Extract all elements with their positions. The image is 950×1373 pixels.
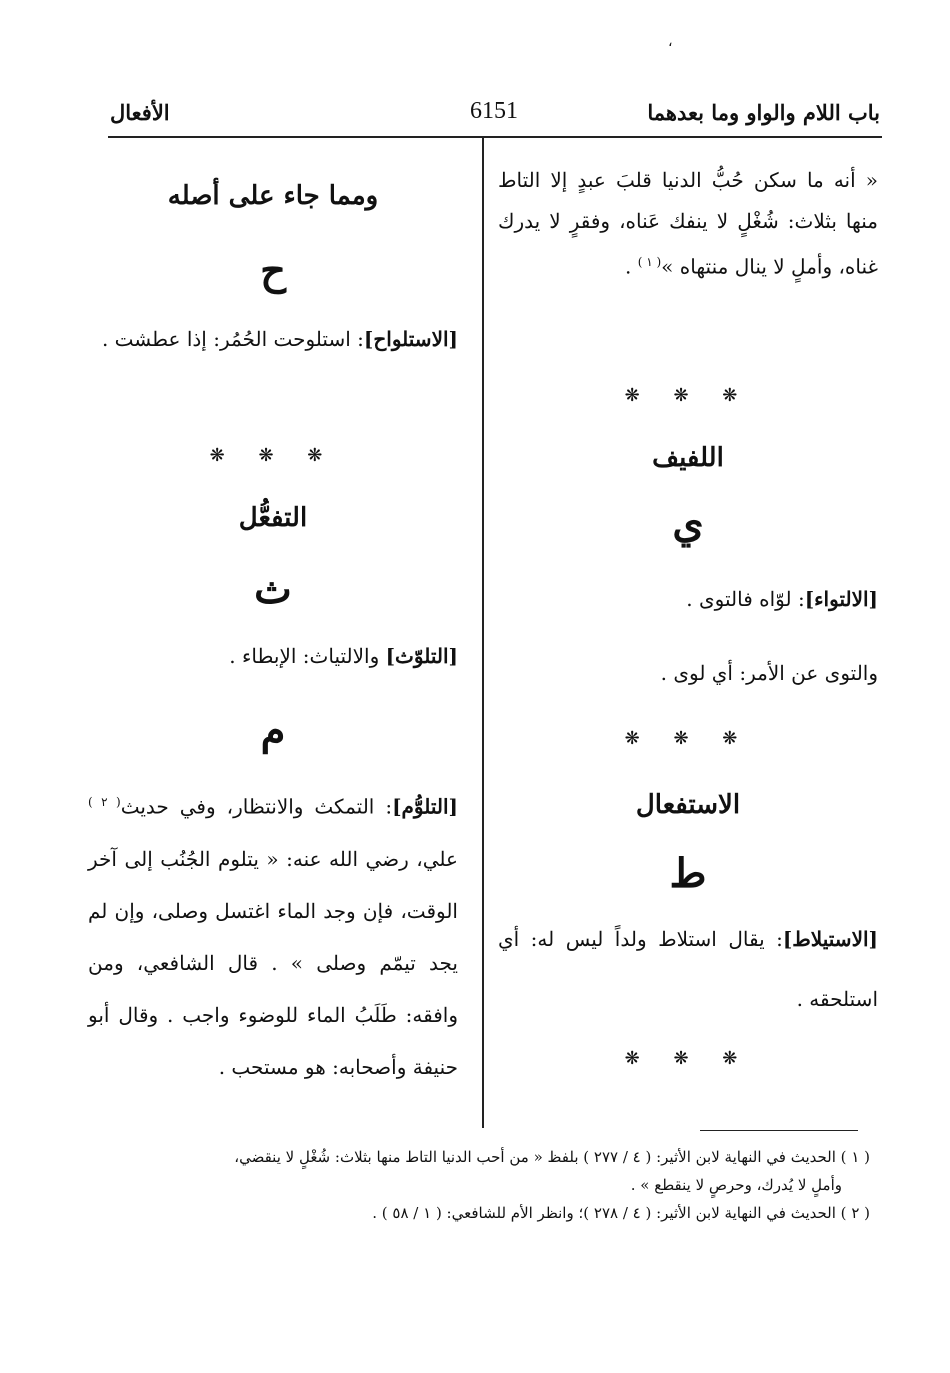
section-heading-lafif: اللفيف (652, 443, 724, 473)
entry-talawwum (88, 776, 458, 1093)
footnote-2: ( ٢ ) الحديث في النهاية لابن الأثير: ( ٤ / ٢٧٨ )؛ وانظر الأم للشافعي: ( ١ / ٥٨ ) . (372, 1204, 870, 1222)
entry-text: : يقال استلاط ولداً ليس له: أي استلحقه . (498, 927, 878, 1011)
running-head-left: الأفعال (110, 100, 170, 125)
left-column (88, 160, 458, 1093)
letter-heading-ta: ط (669, 850, 707, 897)
section-separator: ❋ ❋ ❋ (624, 728, 752, 749)
letter-heading-mim: م (260, 707, 286, 754)
entry-term: [التلوّث] (385, 644, 458, 668)
entry-iltiwa (498, 559, 878, 639)
entry-talawwuth (88, 626, 458, 686)
section-heading-tafaul: التفعُّل (238, 503, 308, 533)
entry-text-cont: علي، رضي الله عنه: « يتلوم الجُنُب إلى آخر الوقت، فإن وجد الماء اغتسل وصلى، وإن لم يجد تيمّم وصلى » . قال الشافعي، ومن وافقه: طَلَبُ الماء للوضوء واجب . وقال أبو حنيفة وأصحابه: هو مستحب . (88, 846, 458, 1079)
section-separator: ❋ ❋ ❋ (624, 385, 752, 406)
running-head-right: باب اللام والواو وما بعدهما (647, 100, 880, 125)
footnote-ref-1: ( ١ ) (637, 255, 662, 269)
entry-term: [الاستلواح] (363, 327, 458, 351)
letter-heading-tha: ث (254, 566, 292, 613)
entry-text: والالتياث: الإبطاء . (229, 644, 386, 668)
entry-iltawa: والتوى عن الأمر: أي لوى . (660, 661, 878, 685)
quote-end: . (625, 254, 638, 279)
letter-heading-ya: ي (672, 500, 704, 547)
footnote-1-line-2: وأملٍ لا يُدرك، وحرصٍ لا ينقطع » . (630, 1176, 842, 1194)
footnote-ref-2: ( ٢ ) (88, 795, 121, 809)
footnote-rule (700, 1130, 858, 1131)
section-separator: ❋ ❋ ❋ (209, 445, 337, 466)
quote-text: « أنه ما سكن حُبُّ الدنيا قلبَ عبدٍ إلا التاط منها بثلاث: شُغْلٍ لا ينفك عَناه، وفقرٍ لا يدرك غناه، وأملٍ لا ينال منتهاه » (498, 168, 878, 279)
header-rule (108, 136, 882, 138)
top-mark: ، (668, 34, 673, 50)
entry-term: [الالتواء] (804, 587, 878, 611)
entry-text: : استلوحت الحُمُر: إذا عطشت . (101, 327, 364, 351)
quote-paragraph (498, 160, 878, 365)
section-heading-istifal: الاستفعال (635, 790, 741, 820)
entry-term: [التلوُّم] (392, 794, 459, 819)
footnotes (90, 1143, 870, 1227)
right-column (498, 160, 878, 1079)
column-divider (482, 137, 484, 1128)
entry-istilat (498, 909, 878, 1039)
section-separator: ❋ ❋ ❋ (624, 1048, 752, 1069)
heading-ala-aslih: ومما جاء على أصله (167, 181, 379, 211)
page-number: 6151 (470, 98, 518, 124)
footnote-1-line-1: ( ١ ) الحديث في النهاية لابن الأثير: ( ٤ / ٢٧٧ ) بلفظ « من أحب الدنيا التاط منها بثلاث: شُغْلٍ لا ينقضي، (234, 1148, 870, 1166)
page-header (110, 96, 880, 136)
entry-text: : لوّاه فالتوى . (686, 587, 805, 611)
entry-text: : التمكث والانتظار، وفي حديث (120, 794, 393, 819)
entry-istilwah (88, 310, 458, 430)
entry-term: [الاستيلاط] (782, 927, 878, 951)
letter-heading-ha: ح (260, 247, 286, 294)
